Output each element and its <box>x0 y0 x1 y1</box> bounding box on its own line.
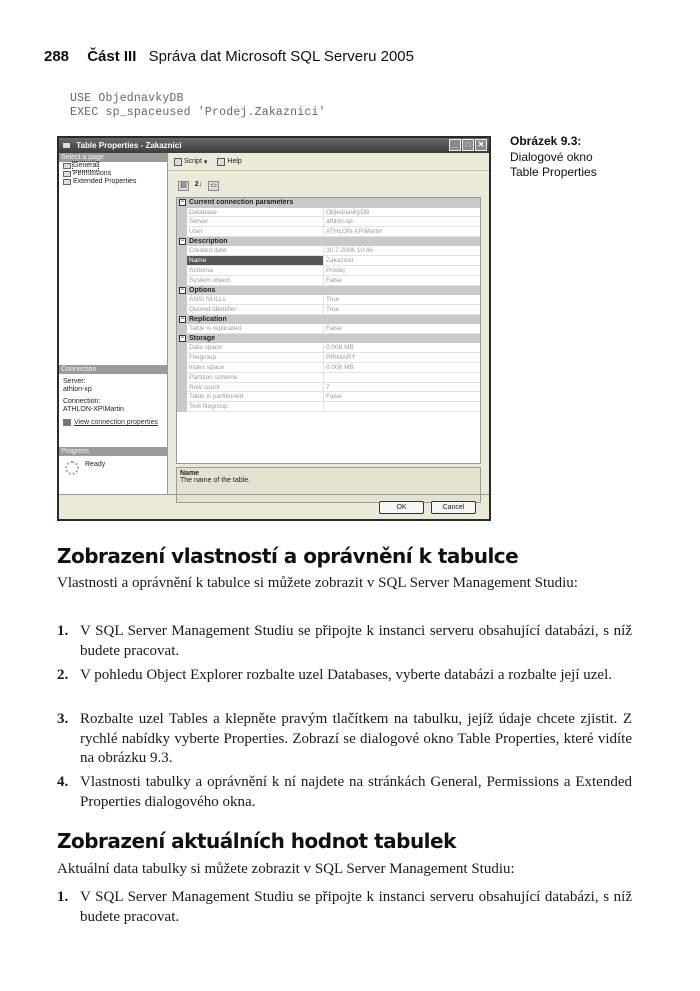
paragraph: Vlastnosti a oprávnění k tabulce si můžete zobrazit v SQL Server Management Studiu: <box>57 575 578 591</box>
help-icon <box>217 158 225 166</box>
server-label: Server: <box>63 378 86 385</box>
property-row[interactable]: Partition scheme <box>177 373 480 383</box>
collapse-icon[interactable]: − <box>180 199 185 206</box>
category-storage[interactable]: − Storage <box>177 334 480 344</box>
connection-value: ATHLON-XP\Martin <box>63 406 124 413</box>
progress-section <box>59 447 167 480</box>
figure-caption <box>510 134 597 181</box>
progress-spinner-icon <box>65 461 79 475</box>
server-value: athlon-xp <box>63 386 92 393</box>
category-current-connection[interactable]: − Current connection parameters <box>177 198 480 208</box>
property-row[interactable]: ANSI NULLs True <box>177 295 480 305</box>
description-text: The name of the table. <box>180 477 251 484</box>
dialog-titlebar[interactable] <box>59 138 489 153</box>
section-heading: Zobrazení aktuálních hodnot tabulek <box>57 829 456 853</box>
alphabetical-sort-icon[interactable]: 2↓ <box>194 181 203 188</box>
dialog-title: Table Properties - Zakaznici <box>76 141 182 150</box>
property-row[interactable]: User ATHLON-XP\Martin <box>177 227 480 237</box>
running-head <box>44 48 414 65</box>
code-listing <box>70 92 326 120</box>
property-grid-toolbar <box>178 181 219 191</box>
caption-line: Table Properties <box>510 165 597 179</box>
paragraph: Aktuální data tabulky si můžete zobrazit v SQL Server Management Studiu: <box>57 861 515 877</box>
description-title: Name <box>180 470 200 477</box>
right-pane <box>168 153 489 494</box>
page-number: 288 <box>44 48 70 65</box>
property-row[interactable]: Text filegroup <box>177 402 480 412</box>
property-row-selected[interactable]: Name Zakaznici <box>177 256 480 266</box>
property-row[interactable]: Schema Prodej <box>177 266 480 276</box>
collapse-icon[interactable]: − <box>180 238 185 245</box>
view-connection-properties-link[interactable]: View connection properties <box>59 414 167 431</box>
close-button[interactable]: ✕ <box>475 139 487 151</box>
page-icon <box>63 179 71 185</box>
chevron-down-icon: ▾ <box>203 158 208 166</box>
list-item: 2. V pohledu Object Explorer rozbalte uzel Databases, vyberte databázi a rozbalte její uzel. <box>57 667 612 683</box>
connection-label: Connection: <box>63 398 101 405</box>
connection-properties-icon <box>63 419 71 426</box>
help-button[interactable]: Help <box>217 158 241 166</box>
category-options[interactable]: − Options <box>177 286 480 296</box>
page-item-extended-properties[interactable]: Extended Properties <box>59 178 167 186</box>
property-row[interactable]: Filegroup PRIMARY <box>177 353 480 363</box>
code-line: EXEC sp_spaceused 'Prodej.Zakaznici' <box>70 106 326 119</box>
property-row[interactable]: Table is replicated False <box>177 324 480 334</box>
minimize-button[interactable]: _ <box>449 139 461 151</box>
left-pane <box>59 153 168 494</box>
book-title: Správa dat Microsoft SQL Serveru 2005 <box>148 48 414 65</box>
property-row[interactable]: Table is partitioned False <box>177 392 480 402</box>
progress-heading: Progress <box>59 447 167 456</box>
list-item: 4. Vlastnosti tabulky a oprávnění k ní najdete na stránkách General, Permissions a Extended Properties dialogového okna. <box>57 774 632 810</box>
property-pages-icon[interactable]: ▭ <box>208 181 219 191</box>
script-icon <box>174 158 182 166</box>
code-line: USE ObjednavkyDB <box>70 92 184 105</box>
categorized-icon[interactable]: ▤ <box>178 181 189 191</box>
script-button[interactable]: Script ▾ <box>174 158 207 166</box>
page-icon <box>63 171 71 177</box>
list-item: 3. Rozbalte uzel Tables a klepněte pravým tlačítkem na tabulku, jejíž údaje chcete zjistit. Z rychlé nabídky vyberte Properties. Zobrazí se dialogové okno Table Properties, které vidíte na obrázku 9.3. <box>57 711 632 766</box>
table-properties-dialog <box>57 136 491 521</box>
connection-section <box>59 365 167 431</box>
property-row[interactable]: Database ObjednavkyDB <box>177 208 480 218</box>
list-item: 1. V SQL Server Management Studiu se připojte k instanci serveru obsahující databázi, s níž budete pracovat. <box>57 623 632 659</box>
window-icon <box>63 143 70 148</box>
caption-line: Dialogové okno <box>510 149 593 164</box>
part-label: Část III <box>87 48 137 65</box>
section-heading: Zobrazení vlastností a oprávnění k tabulce <box>57 544 519 568</box>
property-row[interactable]: System object False <box>177 276 480 286</box>
progress-status: Ready <box>85 461 106 468</box>
collapse-icon[interactable]: − <box>180 335 185 342</box>
page-icon <box>63 163 71 169</box>
collapse-icon[interactable]: − <box>180 286 185 293</box>
collapse-icon[interactable]: − <box>180 315 185 322</box>
property-row[interactable]: Row count 7 <box>177 383 480 393</box>
category-replication[interactable]: − Replication <box>177 315 480 325</box>
dialog-toolbar <box>168 153 489 171</box>
dialog-footer <box>59 494 489 519</box>
caption-label: Obrázek 9.3: <box>510 134 582 148</box>
property-row[interactable]: Quoted identifier True <box>177 305 480 315</box>
property-grid <box>176 197 481 464</box>
page-item-permissions[interactable]: Permissions <box>59 170 167 178</box>
list-item: 1. V SQL Server Management Studiu se připojte k instanci serveru obsahující databázi, s níž budete pracovat. <box>57 889 632 925</box>
page-item-general[interactable]: General <box>59 162 167 170</box>
connection-heading: Connection <box>59 365 167 374</box>
cancel-button[interactable]: Cancel <box>431 501 476 514</box>
property-row[interactable]: Server athlon-xp <box>177 217 480 227</box>
category-description[interactable]: − Description <box>177 237 480 247</box>
property-row[interactable]: Data space 0.008 MB <box>177 343 480 353</box>
property-row[interactable]: Index space 0.008 MB <box>177 363 480 373</box>
property-row[interactable]: Created date 30.7.2006 10:46 <box>177 246 480 256</box>
maximize-button[interactable]: □ <box>462 139 474 151</box>
ok-button[interactable]: OK <box>379 501 424 514</box>
select-page-heading: Select a page <box>59 153 167 162</box>
